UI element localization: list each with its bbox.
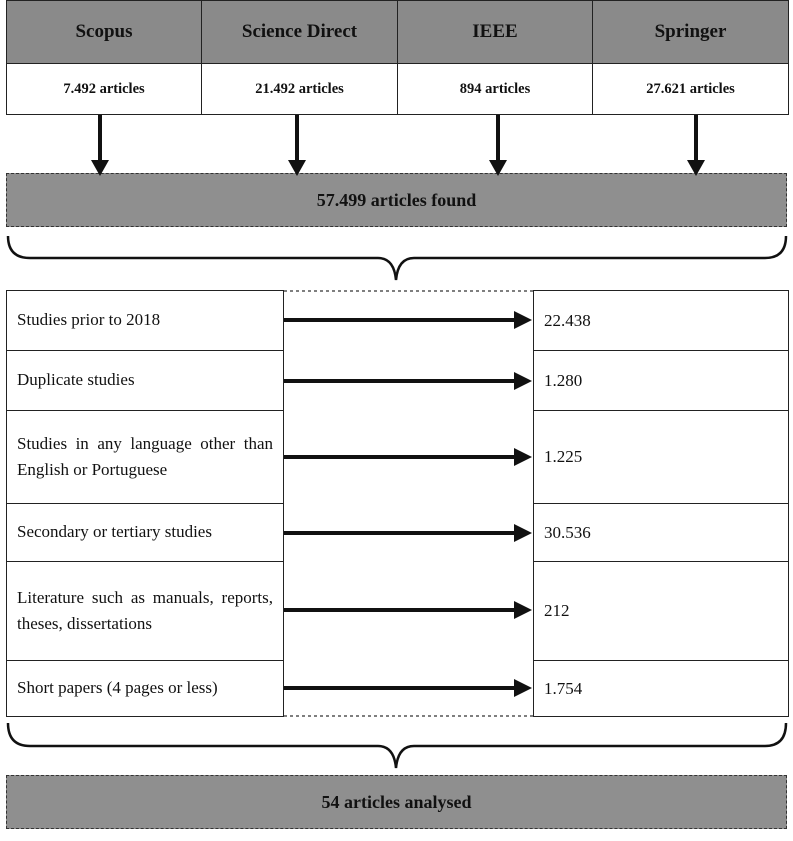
exclusion-arrowhead (514, 679, 532, 697)
criterion-label: Secondary or tertiary studies (17, 522, 212, 542)
source-ieee-count: 894 articles (397, 63, 593, 115)
exclusion-arrowhead (514, 372, 532, 390)
criterion-label: Duplicate studies (17, 370, 135, 390)
criterion-label: Studies in any language other than English or Portuguese (17, 433, 273, 479)
exclusion-arrowhead (514, 448, 532, 466)
source-sciencedirect-header: Science Direct (201, 0, 398, 64)
source-springer-count: 27.621 articles (592, 63, 789, 115)
criterion-row (6, 503, 284, 562)
exclusion-count: 1.280 (533, 350, 789, 411)
brace-bottom (8, 723, 786, 768)
total-found-band: 57.499 articles found (6, 173, 787, 227)
source-scopus-header: Scopus (6, 0, 202, 64)
source-scopus-count: 7.492 articles (6, 63, 202, 115)
exclusion-arrows (284, 311, 532, 697)
exclusion-arrowhead (514, 601, 532, 619)
criterion-row (6, 410, 284, 504)
exclusion-count: 30.536 (533, 503, 789, 562)
criterion-label: Short papers (4 pages or less) (17, 678, 218, 698)
source-ieee-header: IEEE (397, 0, 593, 64)
criteria-connector-frame (284, 291, 533, 716)
exclusion-count: 22.438 (533, 290, 789, 351)
final-articles-band: 54 articles analysed (6, 775, 787, 829)
criterion-row (6, 290, 284, 351)
exclusion-arrowhead (514, 524, 532, 542)
exclusion-count: 212 (533, 561, 789, 661)
exclusion-count: 1.225 (533, 410, 789, 504)
source-sciencedirect-count: 21.492 articles (201, 63, 398, 115)
criterion-row (6, 660, 284, 717)
criterion-row (6, 350, 284, 411)
source-springer-header: Springer (592, 0, 789, 64)
criterion-label: Literature such as manuals, reports, theses, dissertations (17, 587, 273, 633)
exclusion-count: 1.754 (533, 660, 789, 717)
exclusion-arrowhead (514, 311, 532, 329)
criterion-row (6, 561, 284, 661)
brace-top (8, 236, 786, 280)
criterion-label: Studies prior to 2018 (17, 310, 161, 330)
source-down-arrows (91, 115, 705, 176)
